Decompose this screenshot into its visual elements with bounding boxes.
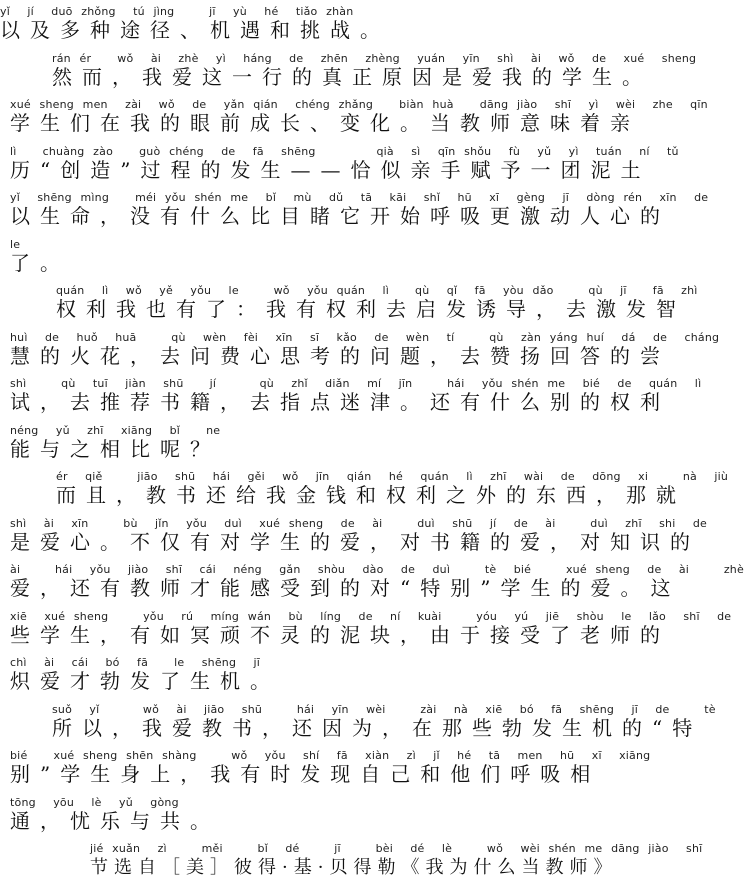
pinyin-annotation: quán lì wǒ yě yǒu le wǒ yǒu quán lì qù qǐ fā yòu dǎo qù jī fā zhì (56, 284, 698, 297)
text-line (0, 795, 632, 842)
text-line (0, 144, 679, 191)
pinyin-annotation: shì qù tuī jiàn shū jí qù zhǐ diǎn mí jīn hái yǒu shén me bié de quán lì (10, 377, 702, 390)
text-line (0, 190, 709, 237)
text-line (0, 748, 651, 795)
chinese-text: 通，忧乐与共。 (10, 808, 220, 833)
chinese-text: 爱，还有教师才能感受到的对“特别”学生的爱。这 (10, 576, 681, 600)
chinese-text: 了。 (10, 250, 70, 275)
pinyin-annotation: suǒ yǐ wǒ ài jiāo shū hái yīn wèi zài nà xiē bó fā shēng jī de tè (52, 702, 716, 716)
pinyin-annotation: néng yǔ zhī xiāng bǐ ne (10, 423, 221, 437)
pinyin-annotation: bié xué sheng shēn shàng wǒ yǒu shí fā xiàn zì jǐ hé tā men hū xī xiāng (10, 749, 651, 762)
text-line (0, 237, 632, 284)
pinyin-annotation: huì de huǒ huā qù wèn fèi xīn sī kǎo de wèn tí qù zàn yáng huí dá de cháng (10, 330, 720, 344)
pinyin-annotation: xué sheng men zài wǒ de yǎn qián chéng zhǎng biàn huà dāng jiào shī yì wèi zhe qīn (10, 98, 708, 111)
text-line (0, 4, 632, 51)
text-line (0, 283, 698, 330)
pinyin-annotation: chì ài cái bó fā le shēng jī (10, 656, 261, 669)
text-line (0, 655, 632, 702)
chinese-text: 权利我也有了：我有权利去启发诱导，去激发智 (56, 297, 686, 321)
text-line (0, 562, 744, 609)
pinyin-annotation: ér qiě jiāo shū hái gěi wǒ jīn qián hé quán lì zhī wài de dōng xi nà jiù (56, 470, 729, 483)
pinyin-annotation: shì ài xīn bù jǐn yǒu duì xué sheng de ài duì shū jí de ài duì zhī shi de (10, 516, 707, 530)
text-line (0, 516, 707, 563)
chinese-text: 别”学生身上，我有时发现自己和他们呼吸相 (10, 762, 601, 786)
text-line (0, 97, 708, 144)
chinese-text: 所以，我爱教书，还因为，在那些勃发生机的“特 (52, 715, 703, 740)
text-line (0, 609, 732, 656)
chinese-text: 以生命，没有什么比目睹它开始呼吸更激动人心的 (10, 204, 670, 228)
text-line (0, 376, 702, 423)
source-line (0, 841, 703, 888)
text-line (0, 330, 720, 377)
text-line (0, 469, 729, 516)
text-line (0, 51, 697, 98)
chinese-text: 然而，我爱这一行的真正原因是爱我的学生。 (52, 64, 652, 89)
pinyin-annotation: yǐ shēng mìng méi yǒu shén me bǐ mù dǔ tā kāi shǐ hū xī gèng jī dòng rén xīn de (10, 191, 709, 204)
pinyin-annotation: xiē xué sheng yǒu rú míng wán bù líng de ní kuài yóu yú jiē shòu le lǎo shī de (10, 609, 732, 623)
chinese-text: 是爱心。不仅有对学生的爱，对书籍的爱，对知识的 (10, 529, 700, 554)
pinyin-annotation: rán ér wǒ ài zhè yì háng de zhēn zhèng yuán yīn shì ài wǒ de xué sheng (52, 51, 697, 65)
pinyin-annotation: ài hái yǒu jiào shī cái néng gǎn shòu dào de duì tè bié xué sheng de ài zhè (10, 563, 744, 576)
chinese-text: 历“创造”过程的发生——恰似亲手赋予一团泥土 (10, 157, 651, 182)
chinese-text: 节选自［美］彼得·基·贝得勒《我为什么当教师》 (90, 857, 618, 878)
pinyin-annotation: lì chuàng zào guò chéng de fā shēng qià sì qīn shǒu fù yǔ yì tuán ní tǔ (10, 144, 679, 158)
chinese-text: 试，去推荐书籍，去指点迷津。还有什么别的权利 (10, 390, 670, 414)
chinese-text: 而且，教书还给我金钱和权利之外的东西，那就 (56, 483, 686, 507)
chinese-text: 以及多种途径、机遇和挑战。 (0, 18, 390, 42)
chinese-text: 慧的火花，去问费心思考的问题，去赞扬回答的尝 (10, 343, 670, 368)
text-line (0, 423, 632, 470)
chinese-text: 能与之相比呢？ (10, 436, 220, 461)
pinyin-annotation: jié xuǎn zì měi bǐ dé jī bèi dé lè wǒ wèi shén me dāng jiào shī (90, 842, 703, 855)
text-line (0, 702, 716, 749)
chinese-text: 学生们在我的眼前成长、变化。当教师意味着亲 (10, 111, 640, 135)
chinese-text: 些学生，有如冥顽不灵的泥块，由于接受了老师的 (10, 622, 670, 647)
pinyin-annotation: yǐ jí duō zhǒng tú jìng jī yù hé tiǎo zhàn (0, 5, 354, 18)
pinyin-annotation: le (10, 237, 21, 251)
chinese-text: 炽爱才勃发了生机。 (10, 669, 280, 693)
pinyin-annotation: tōng yōu lè yǔ gòng (10, 795, 179, 809)
